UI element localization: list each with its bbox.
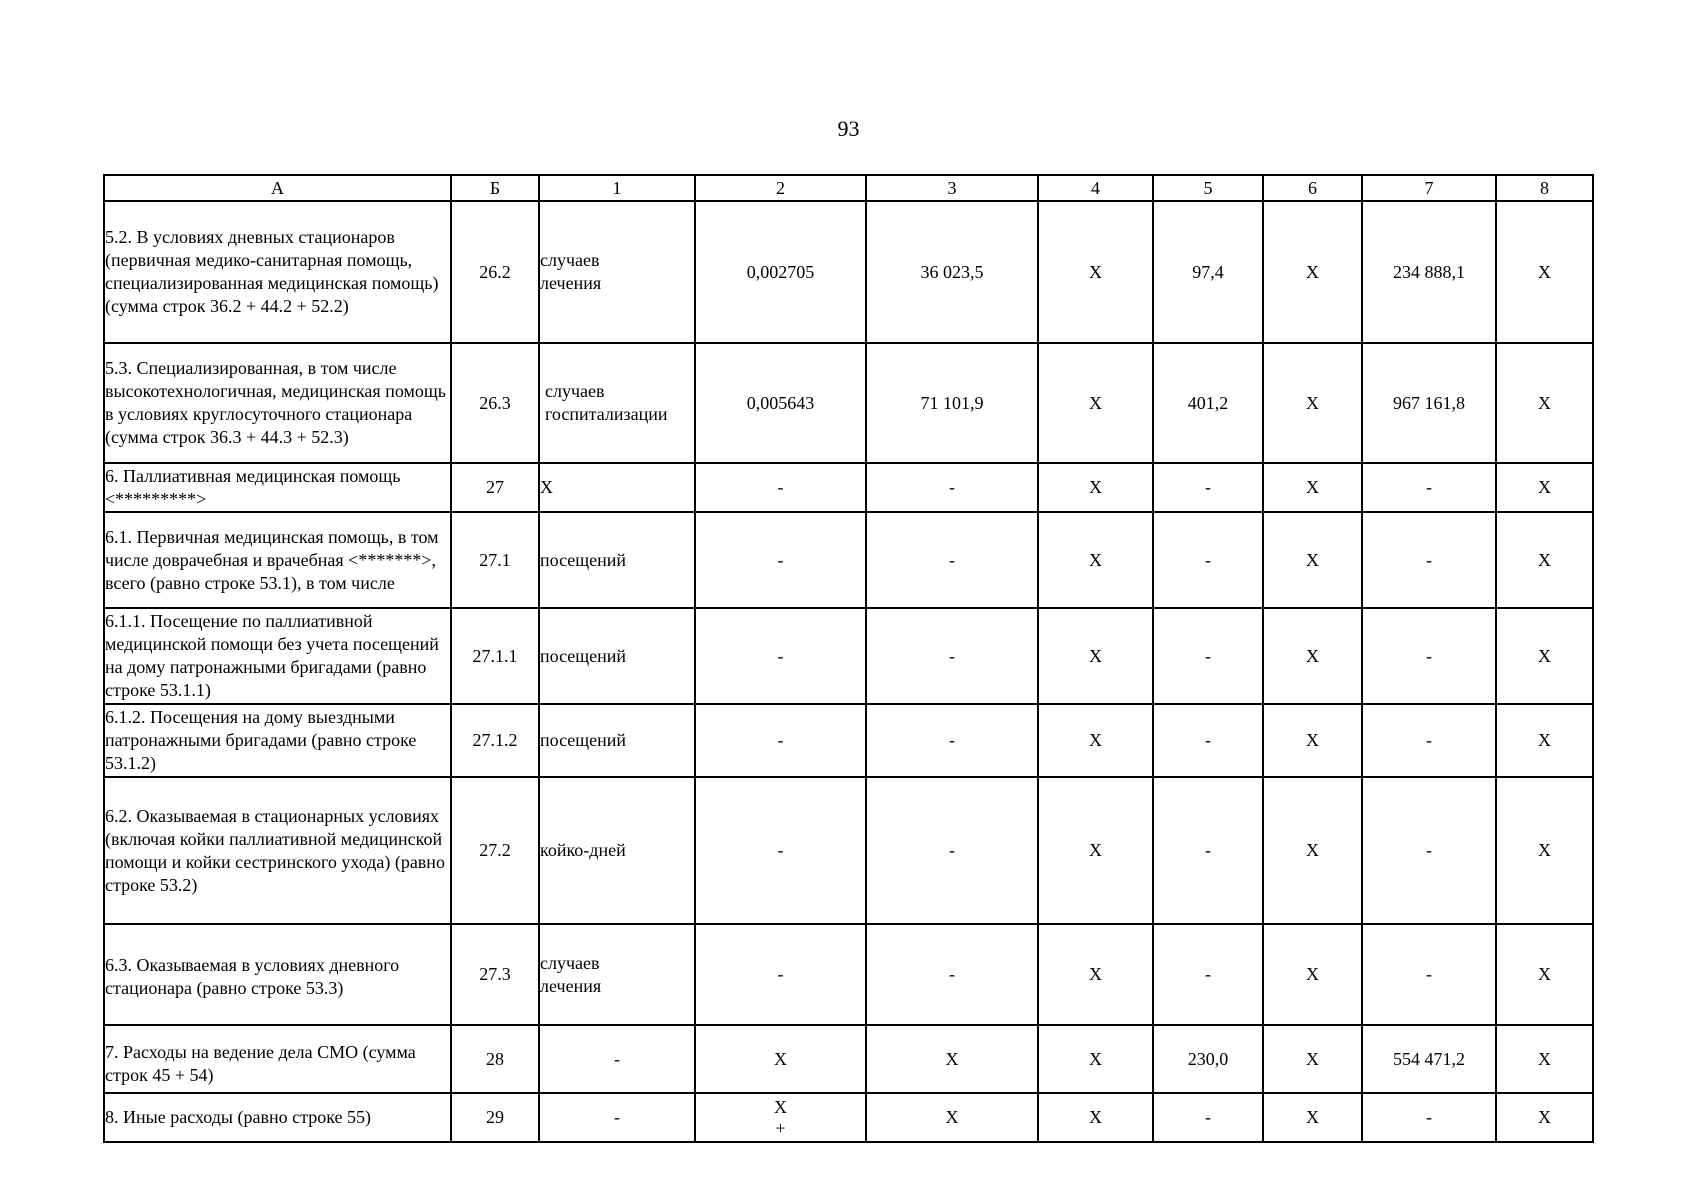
value-cell: - [1153,608,1263,704]
value-cell: - [866,704,1038,777]
value-cell: Х [1038,1093,1153,1142]
row-code: 27.2 [451,777,539,924]
value-cell: Х [866,1093,1038,1142]
value-cell: Х [1496,924,1593,1025]
value-cell: - [866,777,1038,924]
value-cell: 71 101,9 [866,343,1038,463]
value-cell: - [866,608,1038,704]
value-cell: Х [1496,512,1593,608]
row-code: 27.1.2 [451,704,539,777]
table-row [104,608,1593,704]
value-cell: Х [1496,463,1593,512]
unit-cell: - [539,1093,695,1142]
value-cell: - [866,512,1038,608]
value-cell: Х [1496,608,1593,704]
column-header: 1 [539,175,695,201]
row-code: 28 [451,1025,539,1093]
value-cell: - [695,777,866,924]
row-code: 27.1 [451,512,539,608]
value-cell: Х [1038,1025,1153,1093]
row-description: 5.3. Специализированная, в том числе высокотехнологичная, медицинская помощь в условиях круглосуточного стационара (сумма строк 36.3 + 44.3 + 52.3) [104,343,451,463]
row-description: 6. Паллиативная медицинская помощь <*********> [104,463,451,512]
header-row [104,175,1593,201]
table-row [104,777,1593,924]
value-cell: Х [866,1025,1038,1093]
value-cell: Х [1263,608,1362,704]
table-row [104,704,1593,777]
unit-cell: посещений [539,608,695,704]
value-cell: Х [1038,924,1153,1025]
value-cell: 97,4 [1153,201,1263,343]
value-cell: Х [1038,512,1153,608]
value-cell: - [1153,704,1263,777]
row-code: 27 [451,463,539,512]
value-cell: - [866,924,1038,1025]
value-cell [695,1093,866,1142]
row-description: 6.2. Оказываемая в стационарных условиях (включая койки паллиативной медицинской помощи и койки сестринского ухода) (равно строке 53.2) [104,777,451,924]
value-cell: Х [1263,201,1362,343]
row-description: 6.1.1. Посещение по паллиативной медицинской помощи без учета посещений на дому патронажными бригадами (равно строке 53.1.1) [104,608,451,704]
unit-cell: случаев госпитализации [539,343,695,463]
value-cell: 234 888,1 [1362,201,1496,343]
column-header: 5 [1153,175,1263,201]
row-description: 6.1. Первичная медицинская помощь, в том числе доврачебная и врачебная <*******>, всего (равно строке 53.1), в том числе [104,512,451,608]
value-cell: - [695,924,866,1025]
value-cell: Х [1038,608,1153,704]
value-cell: Х [1038,201,1153,343]
row-code: 26.2 [451,201,539,343]
table-row [104,463,1593,512]
value-cell: - [1153,512,1263,608]
row-code: 29 [451,1093,539,1142]
value-cell: - [1153,777,1263,924]
value-cell: - [1362,924,1496,1025]
unit-cell: - [539,1025,695,1093]
unit-cell: случаев лечения [539,924,695,1025]
value-cell: Х [1263,704,1362,777]
unit-cell: койко-дней [539,777,695,924]
value-cell: - [1362,704,1496,777]
value-cell: - [1362,1093,1496,1142]
value-top: Х [774,1096,787,1117]
value-cell: - [1362,463,1496,512]
value-cell: - [695,512,866,608]
value-cell: Х [695,1025,866,1093]
value-cell: - [695,608,866,704]
column-header: 2 [695,175,866,201]
row-code: 27.3 [451,924,539,1025]
value-cell: Х [1263,512,1362,608]
value-cell: 36 023,5 [866,201,1038,343]
value-cell: 0,002705 [695,201,866,343]
value-bottom: + [775,1117,786,1138]
table-row [104,512,1593,608]
unit-cell: посещений [539,512,695,608]
value-cell: - [695,704,866,777]
row-description: 5.2. В условиях дневных стационаров (первичная медико-санитарная помощь, специализированная медицинская помощь) (сумма строк 36.2 + 44.2 + 52.2) [104,201,451,343]
unit-cell: Х [539,463,695,512]
value-cell: Х [1038,704,1153,777]
table-row [104,924,1593,1025]
row-description: 7. Расходы на ведение дела СМО (сумма строк 45 + 54) [104,1025,451,1093]
page-number: 93 [837,116,860,141]
value-cell: - [1153,924,1263,1025]
value-cell: Х [1496,343,1593,463]
unit-cell: посещений [539,704,695,777]
value-cell: - [1362,512,1496,608]
value-cell: 554 471,2 [1362,1025,1496,1093]
row-description: 6.1.2. Посещения на дому выездными патронажными бригадами (равно строке 53.1.2) [104,704,451,777]
table-row [104,343,1593,463]
column-header: 4 [1038,175,1153,201]
value-cell: Х [1263,1025,1362,1093]
unit-cell: случаев лечения [539,201,695,343]
column-header: А [104,175,451,201]
data-table [103,174,1594,1143]
value-cell: Х [1038,343,1153,463]
value-cell: Х [1038,463,1153,512]
value-cell: Х [1496,777,1593,924]
table-row [104,201,1593,343]
value-cell: Х [1263,463,1362,512]
column-header: 7 [1362,175,1496,201]
row-description: 8. Иные расходы (равно строке 55) [104,1093,451,1142]
column-header: Б [451,175,539,201]
value-cell: Х [1038,777,1153,924]
row-code: 27.1.1 [451,608,539,704]
value-cell: Х [1496,1093,1593,1142]
value-cell: 967 161,8 [1362,343,1496,463]
value-cell: Х [1496,704,1593,777]
row-description: 6.3. Оказываемая в условиях дневного стационара (равно строке 53.3) [104,924,451,1025]
column-header: 3 [866,175,1038,201]
value-cell: - [695,463,866,512]
column-header: 8 [1496,175,1593,201]
value-cell: 230,0 [1153,1025,1263,1093]
value-cell: - [1153,463,1263,512]
table-row [104,1025,1593,1093]
value-cell: - [866,463,1038,512]
value-cell: Х [1496,1025,1593,1093]
value-cell: 401,2 [1153,343,1263,463]
value-cell: - [1362,608,1496,704]
value-cell: 0,005643 [695,343,866,463]
table-row [104,1093,1593,1142]
value-cell: Х [1263,343,1362,463]
value-cell: Х [1496,201,1593,343]
value-cell: - [1153,1093,1263,1142]
value-cell: - [1362,777,1496,924]
value-cell: Х [1263,1093,1362,1142]
column-header: 6 [1263,175,1362,201]
row-code: 26.3 [451,343,539,463]
value-cell: Х [1263,777,1362,924]
value-cell: Х [1263,924,1362,1025]
